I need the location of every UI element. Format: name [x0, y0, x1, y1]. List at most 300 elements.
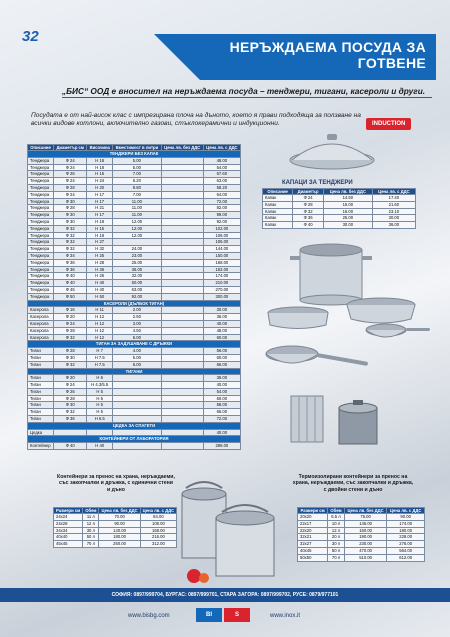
product-cell: Н 6: [87, 375, 113, 382]
containers-image: [176, 478, 288, 584]
thermos-cell: 612.00: [387, 554, 425, 561]
product-cell: [113, 416, 162, 423]
product-cell: 40.00: [203, 320, 240, 327]
product-row: [28, 402, 241, 409]
product-row: [28, 361, 241, 368]
lid-cell: Капак: [263, 201, 293, 208]
therm-col-volume: Обем: [328, 508, 345, 514]
container-cell: 90.00: [99, 520, 140, 527]
container-row: [54, 514, 177, 521]
product-cell: Тенджера: [28, 225, 54, 232]
product-cell: Тенджера: [28, 286, 54, 293]
lid-cell: Ф 40: [293, 222, 324, 229]
product-cell: Ф 16: [54, 307, 87, 314]
thermos-cell: 50x50: [298, 554, 328, 561]
thermos-cell: 150.00: [344, 527, 386, 534]
lid-cell: Ф 36: [293, 215, 324, 222]
product-cell: 12.00: [113, 225, 162, 232]
product-cell: 11.00: [113, 198, 162, 205]
thermos-cell: 180.00: [387, 527, 425, 534]
title-line-2: ГОТВЕНЕ: [357, 55, 426, 71]
title-line-1: НЕРЪЖДАЕМА ПОСУДА ЗА: [229, 39, 426, 55]
thermos-cell: 228.00: [387, 534, 425, 541]
product-cell: 23.00: [113, 252, 162, 259]
product-cell: Н 28: [87, 259, 113, 266]
product-cell: Н 12: [87, 327, 113, 334]
product-cell: 66.00: [203, 409, 240, 416]
product-cell: Тенджера: [28, 212, 54, 219]
container-row: [54, 541, 177, 548]
product-cell: Тиган: [28, 361, 54, 368]
lids-col-description: Описание: [263, 189, 293, 195]
product-cell: 210.00: [203, 280, 240, 287]
product-cell: [161, 198, 203, 205]
product-cell: [161, 280, 203, 287]
lid-cell: 25.00: [323, 215, 372, 222]
product-cell: Тиган: [28, 375, 54, 382]
website-link-right[interactable]: www.inox.it: [270, 613, 301, 619]
product-cell: Ф 40: [54, 280, 87, 287]
product-cell: Контейнер: [28, 443, 54, 450]
product-cell: Н 21: [87, 205, 113, 212]
product-cell: [161, 225, 203, 232]
thermos-table: [297, 507, 425, 562]
lid-image: [287, 126, 377, 172]
product-cell: [161, 212, 203, 219]
product-cell: 168.00: [203, 259, 240, 266]
product-cell: [161, 314, 203, 321]
product-cell: Тиган: [28, 348, 54, 355]
product-cell: 11.00: [113, 212, 162, 219]
product-row: [28, 409, 241, 416]
lid-cell: 36.00: [372, 222, 415, 229]
product-cell: 102.00: [203, 225, 240, 232]
product-cell: Н 32: [87, 246, 113, 253]
product-cell: 5.00: [113, 157, 162, 164]
product-cell: 6.00: [113, 361, 162, 368]
product-cell: 50.00: [113, 280, 162, 287]
product-cell: 24.00: [113, 246, 162, 253]
divider: [62, 97, 432, 98]
product-cell: [87, 429, 113, 436]
product-cell: Ф 28: [54, 205, 87, 212]
lid-cell: 16.00: [323, 208, 372, 215]
product-cell: 270.00: [203, 286, 240, 293]
product-cell: [161, 266, 203, 273]
product-cell: Н 26: [87, 273, 113, 280]
product-cell: 63.00: [203, 178, 240, 185]
product-cell: Ф 30: [54, 218, 87, 225]
thermos-cell: 30 л: [328, 541, 345, 548]
product-row: [28, 252, 241, 259]
product-row: [28, 320, 241, 327]
thermos-row: [298, 514, 425, 521]
thermos-cell: 22x17: [298, 520, 328, 527]
product-cell: Тиган: [28, 416, 54, 423]
product-cell: [161, 164, 203, 171]
product-cell: 150.00: [203, 252, 240, 259]
product-cell: Тенджера: [28, 191, 54, 198]
container-cell: 24x24: [54, 514, 83, 521]
product-cell: Ф 24: [54, 320, 87, 327]
product-cell: Тенджера: [28, 184, 54, 191]
product-cell: Н 7: [87, 348, 113, 355]
product-row: [28, 416, 241, 423]
logo-part-b: S: [224, 608, 250, 622]
product-cell: [161, 232, 203, 239]
section-header-row: [28, 300, 241, 307]
product-cell: [113, 239, 162, 246]
container-cell: 24x28: [54, 520, 83, 527]
product-row: [28, 266, 241, 273]
container-cell: 70 л: [83, 541, 99, 548]
thermos-cell: 470.00: [344, 547, 386, 554]
lid-cell: Ф 24: [293, 195, 324, 202]
product-cell: Ф 36: [54, 259, 87, 266]
product-cell: Ф 28: [54, 395, 87, 402]
product-cell: [113, 409, 162, 416]
product-cell: Ф 28: [54, 184, 87, 191]
product-cell: Ф 24: [54, 191, 87, 198]
thermos-cell: 190.00: [344, 534, 386, 541]
thermos-cell: 22x20: [298, 527, 328, 534]
product-cell: [113, 402, 162, 409]
lids-col-price-vat: Цена лв. с ДДС: [372, 189, 415, 195]
product-cell: [113, 395, 162, 402]
product-cell: 5.00: [113, 164, 162, 171]
product-cell: 32.00: [113, 273, 162, 280]
product-cell: Н 12: [87, 314, 113, 321]
product-cell: [161, 293, 203, 300]
lid-cell: Ф 28: [293, 201, 324, 208]
section-title: ЦЕДКА ЗА СПАГЕТИ: [28, 422, 241, 429]
col-description: Описание: [28, 145, 54, 151]
product-row: [28, 375, 241, 382]
product-cell: [113, 388, 162, 395]
thermos-row: [298, 541, 425, 548]
product-cell: Касерола: [28, 314, 54, 321]
col-diameter: Диаметър см: [54, 145, 87, 151]
thermos-cell: 276.00: [387, 541, 425, 548]
thermos-cell: 20 л: [328, 534, 345, 541]
product-cell: [161, 184, 203, 191]
product-row: [28, 307, 241, 314]
lid-cell: Капак: [263, 195, 293, 202]
product-cell: [161, 157, 203, 164]
product-cell: Тенджера: [28, 280, 54, 287]
product-row: [28, 259, 241, 266]
container-row: [54, 520, 177, 527]
product-cell: Н 40: [87, 286, 113, 293]
product-cell: Тенджера: [28, 205, 54, 212]
thermos-cell: 75.00: [344, 514, 386, 521]
product-cell: 72.00: [203, 416, 240, 423]
therm-col-size: Размери см: [298, 508, 328, 514]
product-cell: Тенджера: [28, 239, 54, 246]
product-row: [28, 273, 241, 280]
lid-cell: Ф 32: [293, 208, 324, 215]
product-cell: Н 27: [87, 239, 113, 246]
product-row: [28, 232, 241, 239]
small-pan-image: [362, 316, 432, 350]
product-cell: 36.00: [113, 266, 162, 273]
thermos-cell: 145.00: [344, 520, 386, 527]
col-height: Височина: [87, 145, 113, 151]
product-cell: Н 18: [87, 232, 113, 239]
product-cell: 60.00: [203, 354, 240, 361]
product-cell: [113, 443, 162, 450]
lid-cell: Капак: [263, 215, 293, 222]
product-cell: [161, 252, 203, 259]
product-cell: Тенджера: [28, 164, 54, 171]
product-cell: 60.00: [203, 334, 240, 341]
container-cell: 50 л: [83, 534, 99, 541]
product-cell: [161, 348, 203, 355]
product-cell: 64.00: [203, 191, 240, 198]
lid-cell: Капак: [263, 208, 293, 215]
product-cell: 82.00: [203, 205, 240, 212]
product-cell: Тенджера: [28, 246, 54, 253]
product-cell: 63.00: [113, 286, 162, 293]
product-cell: 40.00: [203, 429, 240, 436]
lid-cell: 17.40: [372, 195, 415, 202]
product-cell: [161, 307, 203, 314]
product-cell: Ф 26: [54, 171, 87, 178]
thermos-table-body: [298, 514, 425, 562]
page-title: [200, 34, 436, 80]
product-cell: Н 5: [87, 402, 113, 409]
product-cell: 66.00: [203, 361, 240, 368]
product-cell: Н 11: [87, 307, 113, 314]
product-cell: [161, 259, 203, 266]
product-cell: Тиган: [28, 354, 54, 361]
product-cell: Тенджера: [28, 266, 54, 273]
product-row: [28, 239, 241, 246]
lid-cell: 30.00: [372, 215, 415, 222]
lid-row: [263, 215, 416, 222]
page-number: 32: [22, 28, 39, 45]
product-cell: Касерола: [28, 327, 54, 334]
product-row: [28, 395, 241, 402]
product-cell: 2.50: [113, 314, 162, 321]
product-cell: Н 15: [87, 225, 113, 232]
product-cell: Н 15: [87, 171, 113, 178]
product-cell: 57.60: [203, 171, 240, 178]
product-cell: 4.00: [113, 348, 162, 355]
product-cell: 92.00: [203, 218, 240, 225]
lid-cell: 23.10: [372, 208, 415, 215]
product-cell: Ф 34: [54, 252, 87, 259]
product-cell: [161, 382, 203, 389]
product-cell: [54, 429, 87, 436]
product-row: [28, 388, 241, 395]
section-title: ТИГАН ЗА ЗАДУШАВАНЕ С ДРЪЖКИ: [28, 341, 241, 348]
section-title: КОНТЕЙНЕРИ ОТ ЛАБОРАТОРИЯ: [28, 436, 241, 443]
lids-header-row: [263, 189, 416, 195]
product-cell: Н 4.3/5.5: [87, 382, 113, 389]
product-cell: Н 25: [87, 252, 113, 259]
containers-table-body: [54, 514, 177, 548]
product-cell: 58.20: [203, 184, 240, 191]
lid-cell: 15.00: [323, 201, 372, 208]
product-cell: [161, 402, 203, 409]
product-row: [28, 334, 241, 341]
footer-phones: СОФИЯ: 0897/999704, БУРГАС: 0897/999701, СТАРА ЗАГОРА: 0897/999702, РУСЕ: 0879/977101: [0, 588, 450, 602]
induction-badge: INDUCTION: [366, 118, 411, 130]
steamer-pot-image: [333, 398, 383, 448]
product-cell: [161, 320, 203, 327]
product-cell: Тенджера: [28, 273, 54, 280]
main-price-table: [27, 144, 241, 450]
product-cell: [161, 171, 203, 178]
product-cell: [113, 429, 162, 436]
lid-row: [263, 222, 416, 229]
product-cell: Тенджера: [28, 171, 54, 178]
product-cell: Ф 30: [54, 402, 87, 409]
product-cell: 144.00: [203, 246, 240, 253]
section-title: ТЕНДЖЕРИ БЕЗ КАПАК: [28, 151, 241, 158]
product-cell: 300.00: [203, 293, 240, 300]
product-row: [28, 171, 241, 178]
section-header-row: [28, 151, 241, 158]
product-row: [28, 286, 241, 293]
product-cell: Н 12: [87, 320, 113, 327]
product-cell: 108.00: [203, 232, 240, 239]
product-cell: Ф 32: [54, 246, 87, 253]
product-cell: Ф 30: [54, 354, 87, 361]
thermos-cell: 230.00: [344, 541, 386, 548]
product-cell: Н 18: [87, 164, 113, 171]
product-cell: [161, 361, 203, 368]
thermos-cell: 10 л: [328, 520, 345, 527]
col-price-vat: Цена лв. с ДДС: [203, 145, 240, 151]
lids-col-diameter: Диаметър: [293, 189, 324, 195]
product-cell: [161, 286, 203, 293]
product-cell: 106.00: [203, 239, 240, 246]
product-cell: Н 6.5: [87, 416, 113, 423]
product-cell: [161, 246, 203, 253]
thermos-cell: 20x20: [298, 514, 328, 521]
lid-cell: Капак: [263, 222, 293, 229]
thermos-cell: 6.5 л: [328, 514, 345, 521]
product-cell: Тиган: [28, 395, 54, 402]
product-cell: Касерола: [28, 320, 54, 327]
cont-col-price-net: Цена лв. без ДДС: [99, 508, 140, 514]
container-cell: 84.00: [140, 514, 177, 521]
lid-cell: 30.00: [323, 222, 372, 229]
product-cell: Ф 32: [54, 232, 87, 239]
product-cell: 6.00: [113, 334, 162, 341]
product-cell: [161, 205, 203, 212]
container-cell: 34x34: [54, 527, 83, 534]
product-cell: Ф 30: [54, 198, 87, 205]
product-cell: 5.00: [113, 354, 162, 361]
product-cell: Тиган: [28, 409, 54, 416]
spaghetti-strainer-image: [287, 392, 327, 446]
cont-col-size: Размери см: [54, 508, 83, 514]
thermos-cell: 90.00: [387, 514, 425, 521]
section-header-row: [28, 341, 241, 348]
product-cell: Ф 24: [54, 178, 87, 185]
container-cell: 108.00: [140, 520, 177, 527]
product-cell: Н 12: [87, 334, 113, 341]
product-cell: [161, 416, 203, 423]
product-cell: Тенджера: [28, 252, 54, 259]
product-cell: [161, 178, 203, 185]
product-cell: Ф 32: [54, 334, 87, 341]
product-cell: [161, 375, 203, 382]
product-cell: 58.00: [203, 402, 240, 409]
product-cell: [161, 443, 203, 450]
product-cell: Н 5: [87, 395, 113, 402]
thermos-row: [298, 520, 425, 527]
product-row: [28, 314, 241, 321]
container-cell: 140.00: [99, 527, 140, 534]
product-cell: Цедка: [28, 429, 54, 436]
product-cell: 182.00: [203, 266, 240, 273]
product-row: [28, 178, 241, 185]
company-logo: [196, 608, 250, 622]
product-cell: 48.00: [203, 157, 240, 164]
thermos-row: [298, 554, 425, 561]
product-cell: [161, 354, 203, 361]
product-row: [28, 212, 241, 219]
product-cell: Тиган: [28, 402, 54, 409]
product-cell: Ф 20: [54, 375, 87, 382]
product-row: [28, 218, 241, 225]
thermos-row: [298, 527, 425, 534]
product-cell: Ф 32: [54, 361, 87, 368]
casserole-image: [262, 305, 334, 331]
product-cell: Тенджера: [28, 218, 54, 225]
lids-col-price-net: Цена лв. без ДДС: [323, 189, 372, 195]
product-cell: [161, 409, 203, 416]
container-cell: 30 л: [83, 527, 99, 534]
intro-text: Посудата е от най-висок клас с импрезирана плоча на дъното, което я прави подходяща за ползване на всички видове котлони, включително газови, стъклокерамични и индукционни.: [31, 112, 361, 128]
product-cell: Н 7.5: [87, 354, 113, 361]
product-cell: Н 18: [87, 218, 113, 225]
product-cell: 99.00: [203, 212, 240, 219]
section-title: ТИГАНИ: [28, 368, 241, 375]
product-row: [28, 348, 241, 355]
containers-table: [53, 507, 177, 548]
container-cell: 260.00: [99, 541, 140, 548]
product-cell: Тенджера: [28, 259, 54, 266]
thermos-cell: 32x27: [298, 541, 328, 548]
product-row: [28, 246, 241, 253]
product-row: [28, 225, 241, 232]
product-cell: [161, 429, 203, 436]
product-cell: 36.00: [203, 314, 240, 321]
container-cell: 45x45: [54, 541, 83, 548]
main-header-row: [28, 145, 241, 151]
section-header-row: [28, 436, 241, 443]
product-cell: Тенджера: [28, 178, 54, 185]
product-cell: 36.00: [203, 375, 240, 382]
therm-col-price-vat: Цена лв. с ДДС: [387, 508, 425, 514]
product-cell: 7.00: [113, 171, 162, 178]
logo-part-a: BI: [196, 608, 222, 622]
section-header-row: [28, 368, 241, 375]
product-cell: Н 40: [87, 443, 113, 450]
container-cell: 180.00: [99, 534, 140, 541]
thermos-cell: 70 л: [328, 554, 345, 561]
website-link-left[interactable]: www.bisbg.com: [128, 613, 170, 619]
product-cell: Ф 28: [54, 348, 87, 355]
thermos-cell: 174.00: [387, 520, 425, 527]
product-cell: 56.00: [203, 348, 240, 355]
product-cell: Н 17: [87, 198, 113, 205]
